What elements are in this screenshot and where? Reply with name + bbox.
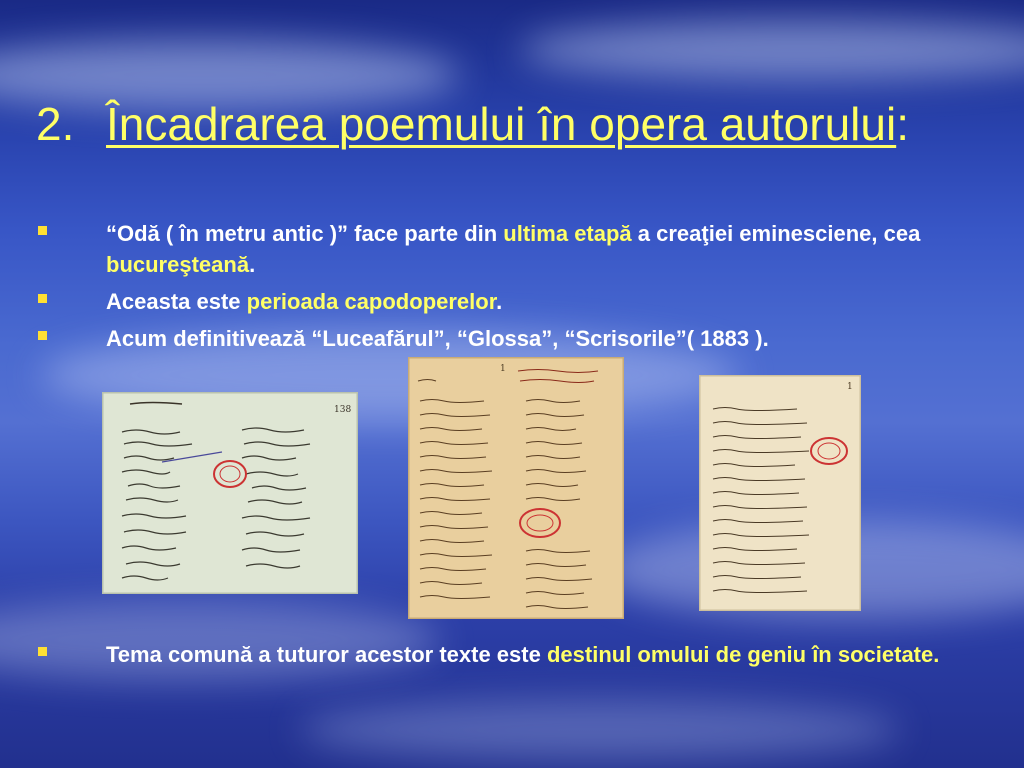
highlight-destinul-omului: destinul omului de geniu în societate	[546, 642, 934, 667]
title-colon: :	[896, 98, 909, 150]
bullet-marker	[38, 647, 47, 656]
manuscript-image-3	[699, 375, 861, 611]
highlight-bucuresteana: bucureşteană	[106, 252, 250, 277]
bullet-marker	[38, 294, 47, 303]
highlight-perioada-capodoperelor: perioada capodoperelor	[246, 289, 497, 314]
manuscript-image-1	[102, 392, 358, 594]
bullet-marker	[38, 226, 47, 235]
page-number: 1	[500, 364, 506, 374]
page-number: 138	[334, 405, 352, 415]
title-text: Încadrarea poemului în opera autorului	[106, 98, 897, 150]
page-number: 1	[847, 382, 853, 392]
bullet-marker	[38, 331, 47, 340]
manuscript-image-2	[408, 357, 624, 619]
title-number: 2.	[36, 98, 75, 150]
highlight-ultima-etapa: ultima etapă	[503, 221, 632, 246]
